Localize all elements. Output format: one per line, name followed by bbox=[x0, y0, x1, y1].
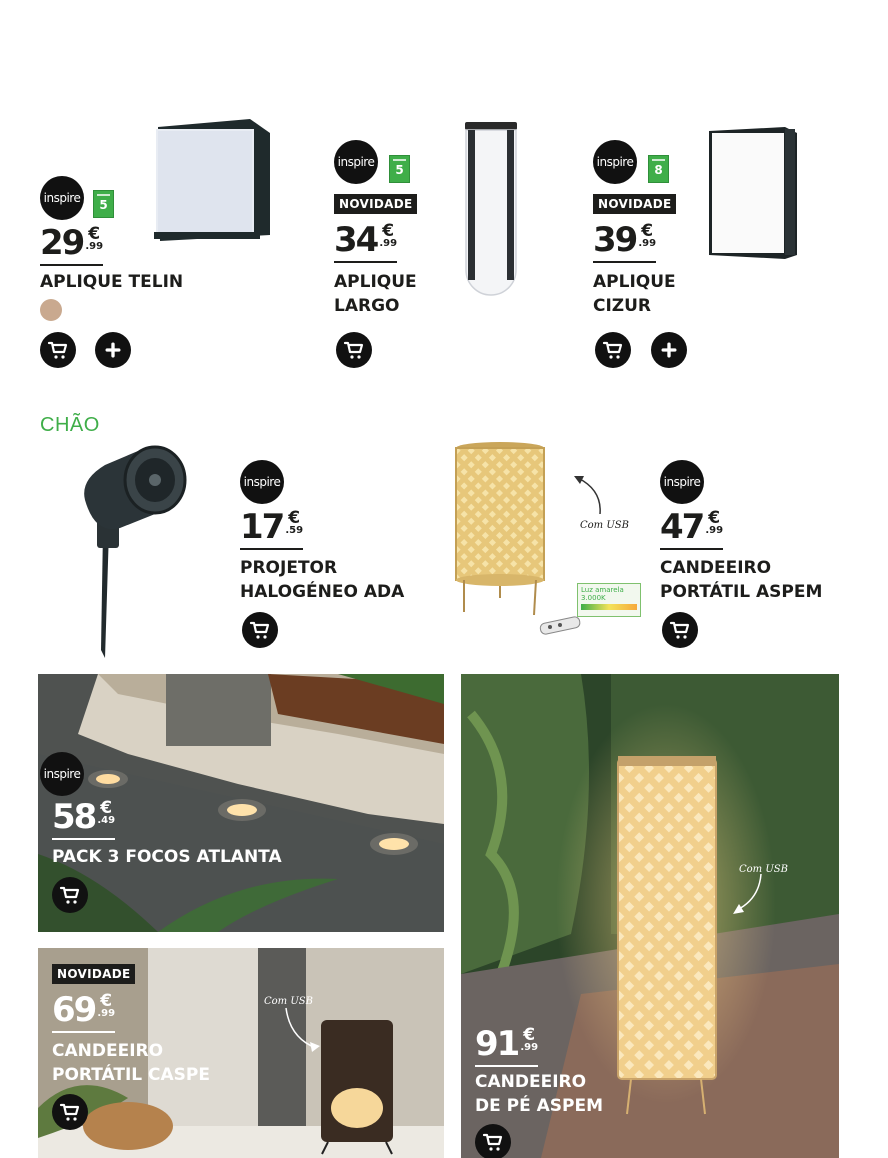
product-name-line: CIZUR bbox=[593, 296, 652, 316]
currency-symbol: € bbox=[708, 508, 721, 528]
cart-icon bbox=[601, 338, 625, 362]
product-card-caspe bbox=[38, 948, 444, 1158]
add-to-cart-button[interactable] bbox=[336, 332, 372, 368]
usb-note: Com USB bbox=[580, 520, 629, 531]
product-image-telin bbox=[150, 115, 275, 245]
plus-icon bbox=[659, 340, 679, 360]
product-name-line: DE PÉ ASPEM bbox=[475, 1096, 604, 1116]
price-integer: 34 bbox=[334, 220, 378, 260]
currency-symbol: € bbox=[288, 508, 301, 528]
price-integer: 69 bbox=[52, 990, 96, 1030]
product-name-line: PROJETOR bbox=[240, 558, 338, 578]
guarantee-badge: 8 bbox=[648, 155, 669, 183]
price-integer: 58 bbox=[52, 797, 96, 837]
new-badge: NOVIDADE bbox=[52, 964, 135, 984]
inspire-badge: inspire bbox=[40, 752, 84, 796]
inspire-badge: inspire bbox=[660, 460, 704, 504]
product-image-ada bbox=[75, 440, 190, 658]
usb-note: Com USB bbox=[264, 996, 313, 1007]
price-decimal: .99 bbox=[379, 238, 398, 249]
price-integer: 47 bbox=[660, 507, 704, 547]
price-decimal: .99 bbox=[85, 241, 104, 252]
product-name-line: CANDEEIRO bbox=[660, 558, 772, 578]
product-name bbox=[52, 1039, 210, 1087]
product-image-aspem-portable bbox=[450, 440, 555, 620]
inspire-badge: inspire bbox=[334, 140, 378, 184]
product-name-line: LARGO bbox=[334, 296, 400, 316]
inspire-badge: inspire bbox=[40, 176, 84, 220]
product-name-line: APLIQUE bbox=[334, 272, 417, 292]
product-name-line: PACK 3 FOCOS ATLANTA bbox=[52, 847, 282, 867]
color-swatch[interactable] bbox=[40, 299, 62, 321]
price-integer: 29 bbox=[40, 223, 84, 263]
light-tag-line: Luz amarela bbox=[581, 586, 624, 594]
price-decimal: .99 bbox=[705, 525, 724, 536]
product-name-line: CANDEEIRO bbox=[52, 1041, 164, 1061]
product-name bbox=[52, 845, 282, 869]
product-name-line: PORTÁTIL CASPE bbox=[52, 1065, 210, 1085]
add-to-cart-button[interactable] bbox=[662, 612, 698, 648]
product-image-cizur bbox=[705, 125, 800, 260]
cart-icon bbox=[481, 1130, 505, 1154]
light-tag-line: 3.000K bbox=[581, 594, 606, 602]
cart-icon bbox=[668, 618, 692, 642]
usb-note: Com USB bbox=[739, 864, 788, 875]
price-integer: 17 bbox=[240, 507, 284, 547]
light-scale bbox=[581, 604, 637, 610]
add-to-cart-button[interactable] bbox=[475, 1124, 511, 1158]
price-integer: 91 bbox=[475, 1024, 519, 1064]
product-name-line: CANDEEIRO bbox=[475, 1072, 587, 1092]
new-badge: NOVIDADE bbox=[334, 194, 417, 214]
price-tag bbox=[593, 220, 657, 263]
plus-icon bbox=[103, 340, 123, 360]
product-name bbox=[660, 556, 822, 604]
product-name-line: APLIQUE TELIN bbox=[40, 272, 184, 292]
product-image-largo bbox=[462, 120, 520, 300]
currency-symbol: € bbox=[641, 221, 654, 241]
usb-arrow-icon bbox=[572, 472, 612, 517]
section-title-floor: CHÃO bbox=[40, 414, 100, 436]
product-name-line: HALOGÉNEO ADA bbox=[240, 582, 405, 602]
product-name-line: PORTÁTIL ASPEM bbox=[660, 582, 823, 602]
product-card-atlanta bbox=[38, 674, 444, 932]
price-decimal: .59 bbox=[285, 525, 304, 536]
more-options-button[interactable] bbox=[95, 332, 131, 368]
price-decimal: .49 bbox=[97, 815, 116, 826]
inspire-badge: inspire bbox=[240, 460, 284, 504]
product-name bbox=[593, 270, 676, 318]
new-badge: NOVIDADE bbox=[593, 194, 676, 214]
add-to-cart-button[interactable] bbox=[52, 877, 88, 913]
price-decimal: .99 bbox=[520, 1042, 539, 1053]
currency-symbol: € bbox=[88, 224, 101, 244]
guarantee-badge: 5 bbox=[93, 190, 114, 218]
price-decimal: .99 bbox=[638, 238, 657, 249]
light-color-tag bbox=[577, 583, 641, 617]
product-name bbox=[334, 270, 417, 318]
price-decimal: .99 bbox=[97, 1008, 116, 1019]
currency-symbol: € bbox=[382, 221, 395, 241]
currency-symbol: € bbox=[523, 1025, 536, 1045]
cart-icon bbox=[58, 883, 82, 907]
add-to-cart-button[interactable] bbox=[40, 332, 76, 368]
price-tag bbox=[660, 507, 724, 550]
add-to-cart-button[interactable] bbox=[242, 612, 278, 648]
product-name bbox=[240, 556, 404, 604]
cart-icon bbox=[46, 338, 70, 362]
add-to-cart-button[interactable] bbox=[595, 332, 631, 368]
inspire-badge: inspire bbox=[593, 140, 637, 184]
more-options-button[interactable] bbox=[651, 332, 687, 368]
price-tag bbox=[475, 1024, 539, 1067]
price-tag bbox=[240, 507, 304, 550]
price-tag bbox=[52, 797, 116, 840]
price-tag bbox=[334, 220, 398, 263]
currency-symbol: € bbox=[100, 991, 113, 1011]
product-name bbox=[475, 1070, 603, 1118]
cart-icon bbox=[58, 1100, 82, 1124]
price-tag bbox=[40, 223, 104, 266]
remote-control-icon bbox=[538, 614, 583, 636]
product-name-line: APLIQUE bbox=[593, 272, 676, 292]
price-integer: 39 bbox=[593, 220, 637, 260]
price-tag bbox=[52, 990, 116, 1033]
cart-icon bbox=[248, 618, 272, 642]
product-name bbox=[40, 270, 183, 294]
currency-symbol: € bbox=[100, 798, 113, 818]
product-card-aspem-floor bbox=[461, 674, 839, 1158]
guarantee-badge: 5 bbox=[389, 155, 410, 183]
cart-icon bbox=[342, 338, 366, 362]
add-to-cart-button[interactable] bbox=[52, 1094, 88, 1130]
